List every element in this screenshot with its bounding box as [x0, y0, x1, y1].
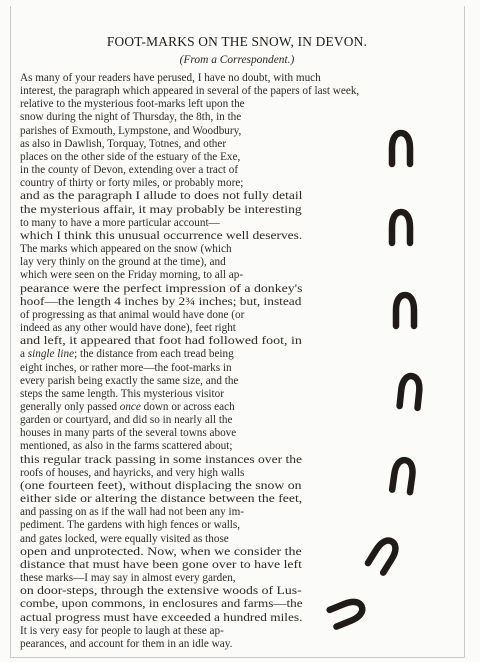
hoof-print-icon: [400, 375, 421, 408]
article-line: which were seen on the Friday morning, to all ap-: [20, 269, 244, 282]
page-border-bottom: [10, 657, 465, 658]
article-line: and as the paragraph I allude to does not fully detail: [20, 190, 303, 203]
article-line: steps the same length. This mysterious visitor: [20, 387, 224, 400]
article-line: of progressing as that animal would have done (or: [20, 308, 245, 321]
article-line: houses in many parts of the several towns above: [20, 427, 237, 440]
article-subtitle: (From a Correspondent.): [179, 54, 295, 66]
article-line: this regular track passing in some instances over the: [20, 453, 303, 466]
article-line: in the county of Devon, extending over a tract of: [20, 164, 239, 177]
article-line: as also in Dawlish, Torquay, Totnes, and other: [20, 137, 227, 150]
article-line: and gates locked, were equally visited as those: [20, 532, 229, 545]
article-line: pediment. The gardens with high fences or walls,: [20, 519, 241, 532]
hoof-print-icon: [368, 537, 400, 573]
page-border-left: [10, 6, 11, 658]
article-line: It is very easy for people to laugh at these ap-: [20, 624, 224, 637]
article-line: (one fourteen feet), without displacing the snow on: [20, 479, 302, 492]
article-line: open and unprotected. Now, when we consider the: [20, 545, 302, 558]
article-line: the mysterious affair, it may probably be interesting: [20, 203, 302, 216]
article-title: FOOT-MARKS ON THE SNOW, IN DEVON.: [106, 34, 368, 49]
article-line: parishes of Exmouth, Lympstone, and Woodbury,: [20, 124, 242, 137]
article-line: actual progress must have exceeded a hundred miles.: [20, 611, 303, 624]
article-line: every parish being exactly the same size, and the: [20, 374, 239, 387]
article-line: hoof—the length 4 inches by 2¾ inches; but, instead: [20, 295, 302, 308]
article-line: interest, the paragraph which appeared in several of the papers of last week,: [20, 85, 360, 98]
article-line: a single line; the distance from each tread being: [20, 348, 234, 361]
article-line: which I think this unusual occurrence well deserves.: [20, 229, 303, 242]
hoof-print-icon: [392, 459, 414, 492]
article-line: relative to the mysterious foot-marks left upon the: [20, 98, 245, 111]
page-border-right: [464, 6, 465, 658]
article-line: country of thirty or forty miles, or probably more;: [20, 177, 244, 190]
article-line: mentioned, as also in the farms scattered about;: [20, 440, 233, 453]
article-line: eight inches, or rather more—the foot-marks in: [20, 361, 232, 374]
article-line: As many of your readers have perused, I have no doubt, with much: [20, 72, 321, 84]
article-line: combe, upon commons, in enclosures and farms—the: [20, 598, 303, 611]
article-line: distance that must have been gone over to have left: [20, 558, 302, 571]
hoof-print-icon: [392, 212, 410, 243]
hoof-print-icon: [392, 133, 410, 164]
article-line: and passing on as if the wall had not been any im-: [20, 506, 245, 519]
article-line: places on the other side of the estuary of the Exe,: [20, 150, 241, 163]
article-line: roofs of houses, and hayricks, and very high walls: [20, 466, 245, 479]
article-line: pearance were the perfect impression of a donkey's: [20, 282, 303, 295]
article-line: indeed as any other would have done), feet right: [20, 322, 236, 335]
hoof-print-icon: [330, 598, 365, 626]
article-line: pearances, and account for them in an idle way.: [20, 637, 233, 650]
article-line: either side or altering the distance between the feet,: [20, 493, 303, 506]
hoof-print-icon: [396, 295, 414, 326]
article-line: The marks which appeared on the snow (which: [20, 243, 232, 256]
article-line: on door-steps, through the extensive woods of Lus-: [20, 585, 302, 598]
article-line: generally only passed once down or across each: [20, 401, 235, 413]
article-line: these marks—I may say in almost every garden,: [20, 572, 236, 585]
article-line: snow during the night of Thursday, the 8th, in the: [20, 111, 242, 124]
article-line: to many to have a more particular account—: [20, 216, 220, 229]
article-line: garden or courtyard, and did so in nearly all the: [20, 414, 233, 427]
article-line: and left, it appeared that foot had followed foot, in: [20, 335, 302, 348]
article-line: lay very thinly on the ground at the time), and: [20, 256, 226, 269]
